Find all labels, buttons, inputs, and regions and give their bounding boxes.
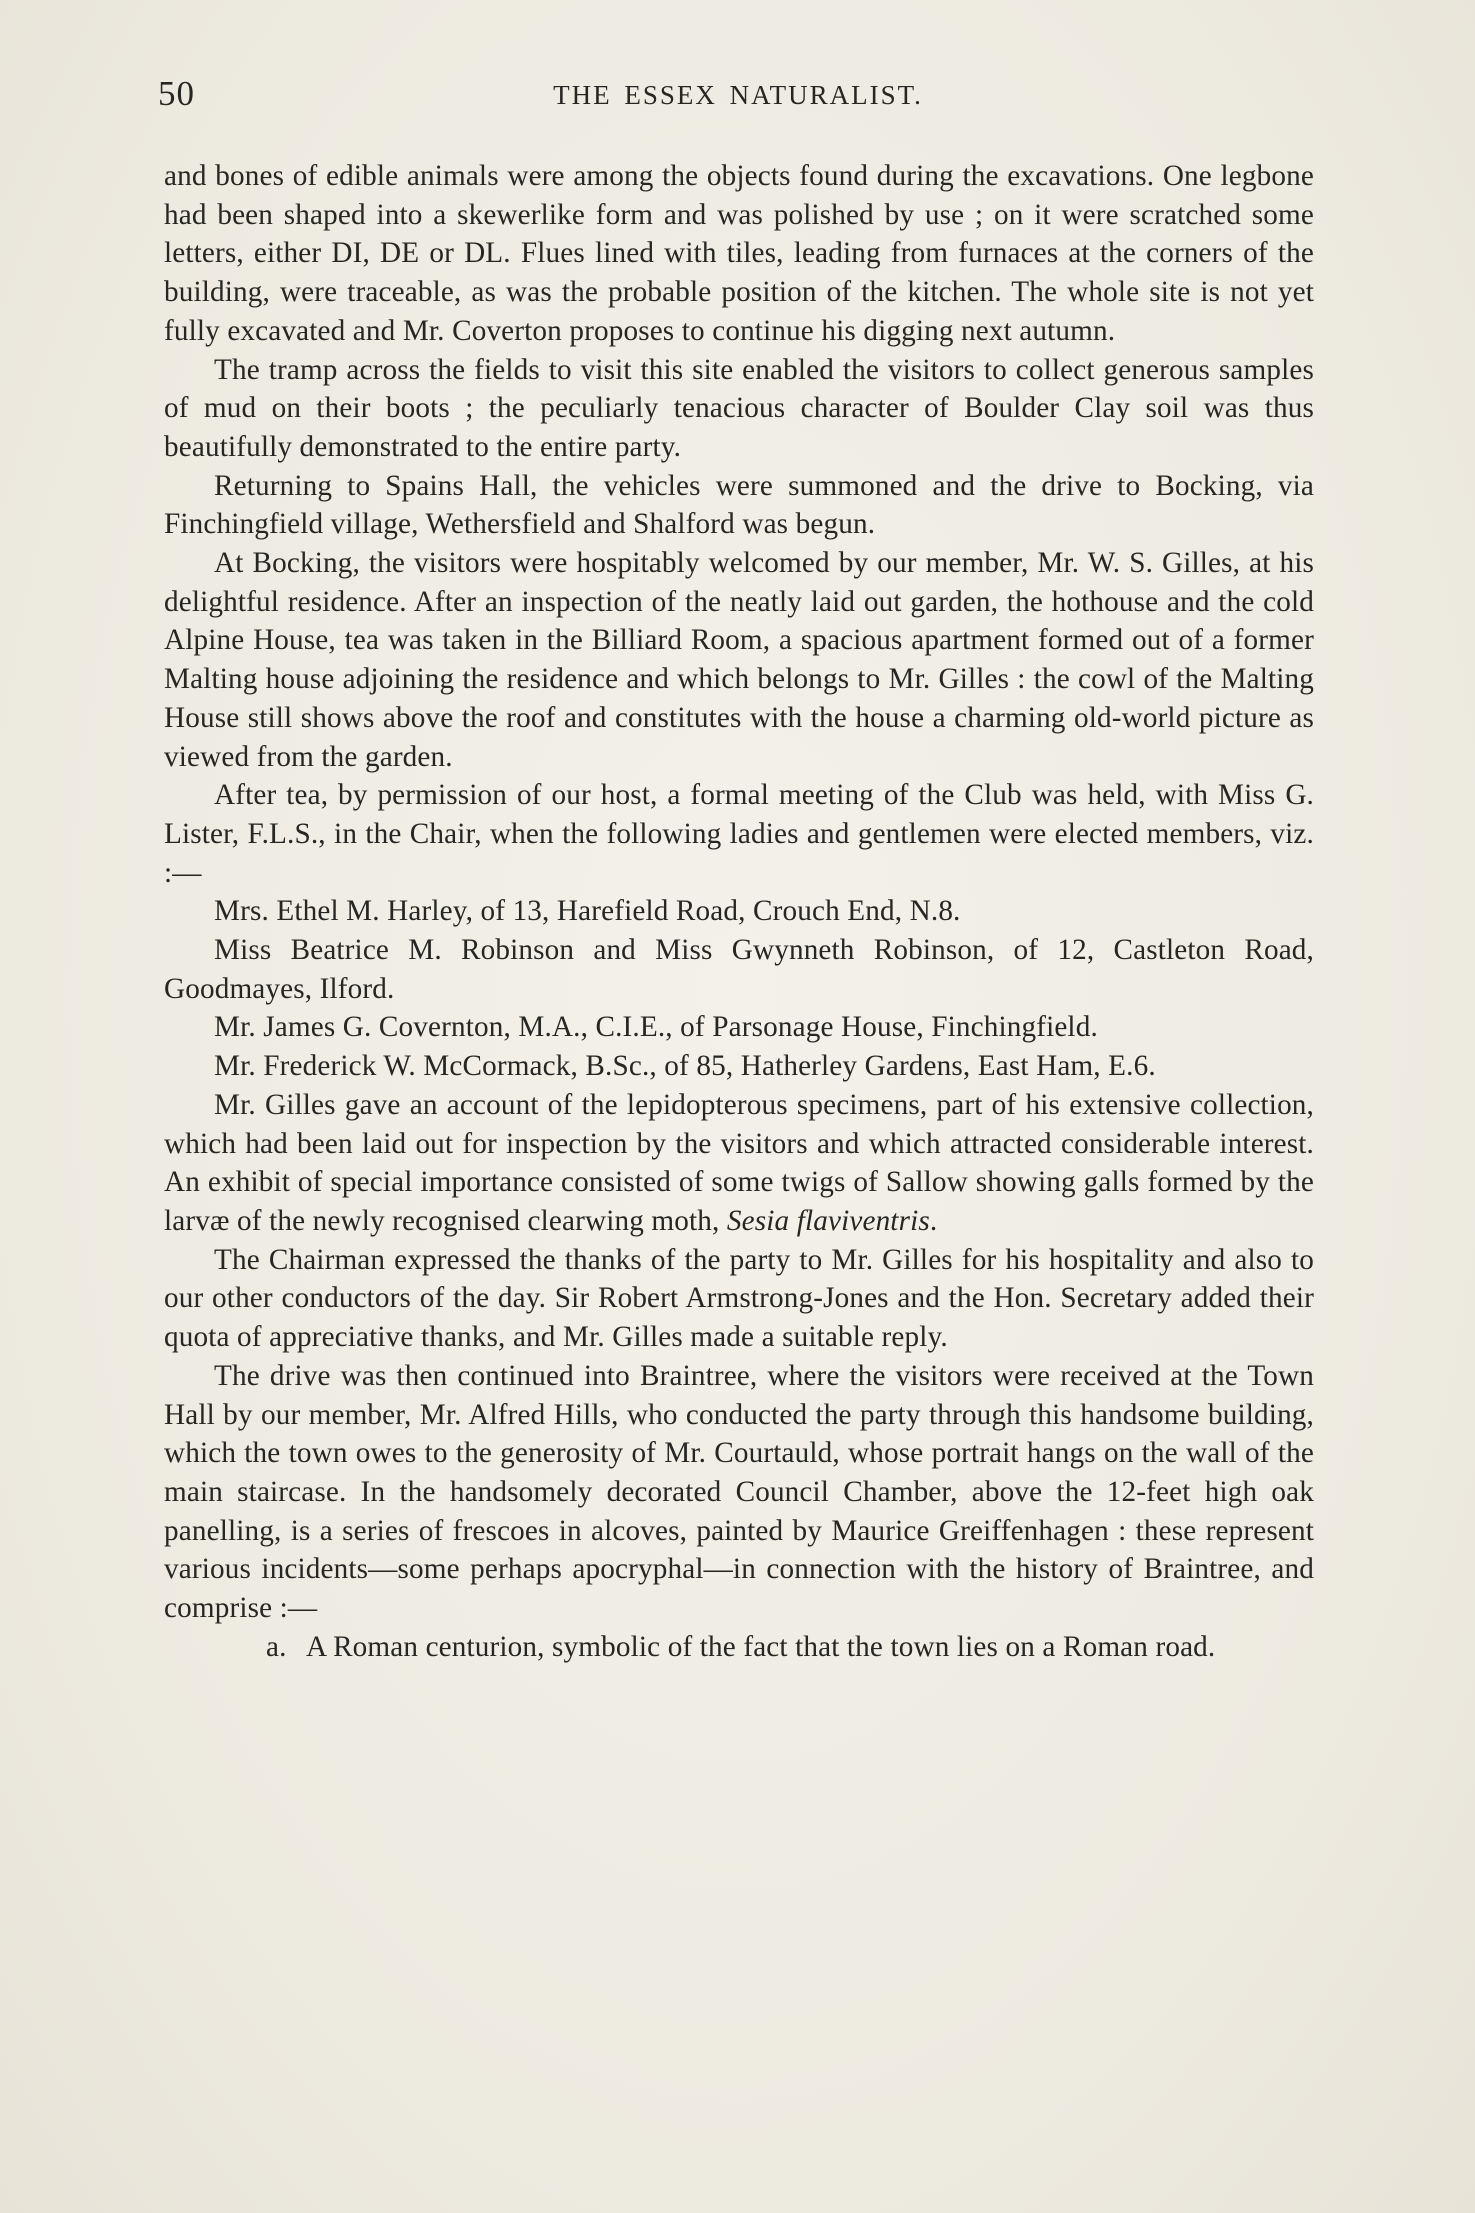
list-item xyxy=(164,1628,1314,1667)
member-entry-harley: Mrs. Ethel M. Harley, of 13, Harefield Road, Crouch End, N.8. xyxy=(214,895,961,928)
lepidoptera-text-end: . xyxy=(929,1204,938,1237)
member-entry-robinson: Miss Beatrice M. Robinson and Miss Gwynneth Robinson, of 12, Castleton Road, Goodmayes, Ilford. xyxy=(164,934,1314,1005)
paragraph-lepidoptera xyxy=(164,1086,1314,1241)
paragraph-continued: and bones of edible animals were among the objects found during the excavations. One legbone had been shaped into a skewerlike form and was polished by use ; on it were scratched some letters, either DI, DE or DL. Flues lined with tiles, leading from furnaces at the corners of the building, were traceable, as was the probable position of the kitchen. The whole site is not yet fully excavated and Mr. Coverton proposes to continue his digging next autumn. xyxy=(164,160,1314,347)
species-name: Sesia flaviventris xyxy=(726,1204,930,1237)
paragraph-thanks: The Chairman expressed the thanks of the party to Mr. Gilles for his hospitality and also to our other conductors of the day. Sir Robert Armstrong-Jones and the Hon. Secretary added their quota of appreciative thanks, and Mr. Gilles made a suitable reply. xyxy=(164,1243,1314,1354)
page-header xyxy=(158,74,1318,124)
paragraph-meeting: After tea, by permission of our host, a formal meeting of the Club was held, with Miss G. Lister, F.L.S., in the Chair, when the following ladies and gentlemen were elected members, viz. :— xyxy=(164,779,1314,889)
paragraph-bocking: At Bocking, the visitors were hospitably welcomed by our member, Mr. W. S. Gilles, at his delightful residence. After an inspection of the neatly laid out garden, the hothouse and the cold Alpine House, tea was taken in the Billiard Room, a spacious apartment formed out of a former Malting house adjoining the residence and which belongs to Mr. Gilles : the cowl of the Malting House still shows above the roof and constitutes with the house a charming old-world picture as viewed from the garden. xyxy=(164,547,1314,773)
running-head: THE ESSEX NATURALIST. xyxy=(553,80,923,110)
body-text xyxy=(164,157,1314,1666)
paragraph-braintree: The drive was then continued into Braintree, where the visitors were received at the Town Hall by our member, Mr. Alfred Hills, who conducted the party through this handsome building, which the town owes to the generosity of Mr. Courtauld, whose portrait hangs on the wall of the main staircase. In the handsomely decorated Council Chamber, above the 12-feet high oak panelling, is a series of frescoes in alcoves, painted by Maurice Greiffenhagen : these represent various incidents—some perhaps apocryphal—in connection with the history of Braintree, and comprise :— xyxy=(164,1359,1314,1625)
member-entry-covernton: Mr. James G. Covernton, M.A., C.I.E., of Parsonage House, Finchingfield. xyxy=(214,1011,1098,1044)
paragraph-tramp: The tramp across the fields to visit this site enabled the visitors to collect generous samples of mud on their boots ; the peculiarly tenacious character of Boulder Clay soil was thus beautifully demonstrated to the entire party. xyxy=(164,353,1314,463)
lepidoptera-text: Mr. Gilles gave an account of the lepidopterous specimens, part of his extensive collection, which had been laid out for inspection by the visitors and which attracted considerable interest. An exhibit of special importance consisted of some twigs of Sallow showing galls formed by the larvæ of the newly recognised clearwing moth, xyxy=(164,1088,1314,1237)
member-entry-mccormack: Mr. Frederick W. McCormack, B.Sc., of 85, Hatherley Gardens, East Ham, E.6. xyxy=(214,1050,1156,1083)
page-number: 50 xyxy=(158,74,195,113)
list-item-text: A Roman centurion, symbolic of the fact that the town lies on a Roman road. xyxy=(306,1630,1216,1663)
paragraph-returning: Returning to Spains Hall, the vehicles were summoned and the drive to Bocking, via Finchingfield village, Wethersfield and Shalford was begun. xyxy=(164,469,1314,541)
list-item-label: a. xyxy=(266,1630,287,1663)
